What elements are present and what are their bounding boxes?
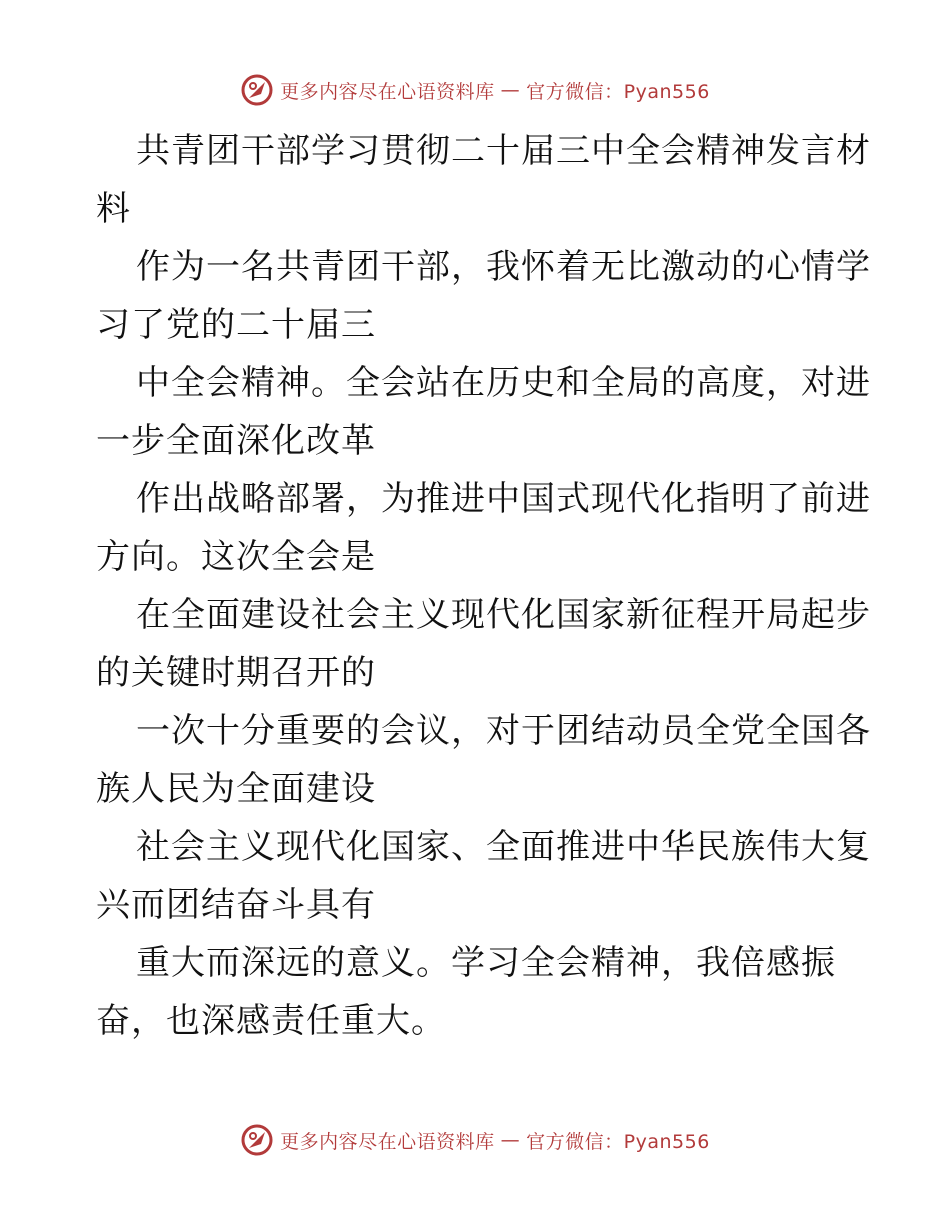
paragraph-line: 奋，也深感责任重大。 (96, 1001, 446, 1041)
paragraph-line: 重大而深远的意义。学习全会精神，我倍感振 (136, 943, 836, 983)
paragraph-line: 中全会精神。全会站在历史和全局的高度，对进 (136, 363, 871, 403)
paragraph-line: 兴而团结奋斗具有 (96, 885, 376, 925)
paragraph-line: 的关键时期召开的 (96, 653, 376, 693)
quill-logo-icon (240, 1123, 274, 1157)
paragraph-line: 一次十分重要的会议，对于团结动员全党全国各 (136, 711, 871, 751)
paragraph-line: 作为一名共青团干部，我怀着无比激动的心情学 (136, 247, 871, 287)
paragraph-line: 作出战略部署，为推进中国式现代化指明了前进 (136, 479, 871, 519)
paragraph-line: 方向。这次全会是 (96, 537, 376, 577)
paragraph-line: 习了党的二十届三 (96, 305, 376, 345)
title-line-2: 料 (96, 189, 131, 229)
footer-site-text: 更多内容尽在心语资料库 (280, 1130, 495, 1153)
footer-banner (0, 1120, 950, 1160)
header-contact-text: 官方微信：Pyan556 (526, 80, 710, 103)
paragraph-line: 社会主义现代化国家、全面推进中华民族伟大复 (136, 827, 871, 867)
header-separator: — (500, 79, 521, 101)
paragraph-line: 在全面建设社会主义现代化国家新征程开局起步 (136, 595, 871, 635)
quill-logo-icon (240, 73, 274, 107)
header-banner (0, 70, 950, 110)
document-body (96, 122, 871, 1050)
header-site-text: 更多内容尽在心语资料库 (280, 80, 495, 103)
paragraph-line: 族人民为全面建设 (96, 769, 376, 809)
footer-contact-text: 官方微信：Pyan556 (526, 1130, 710, 1153)
footer-separator: — (500, 1129, 521, 1151)
title-line-1: 共青团干部学习贯彻二十届三中全会精神发言材 (136, 131, 871, 171)
paragraph-line: 一步全面深化改革 (96, 421, 376, 461)
